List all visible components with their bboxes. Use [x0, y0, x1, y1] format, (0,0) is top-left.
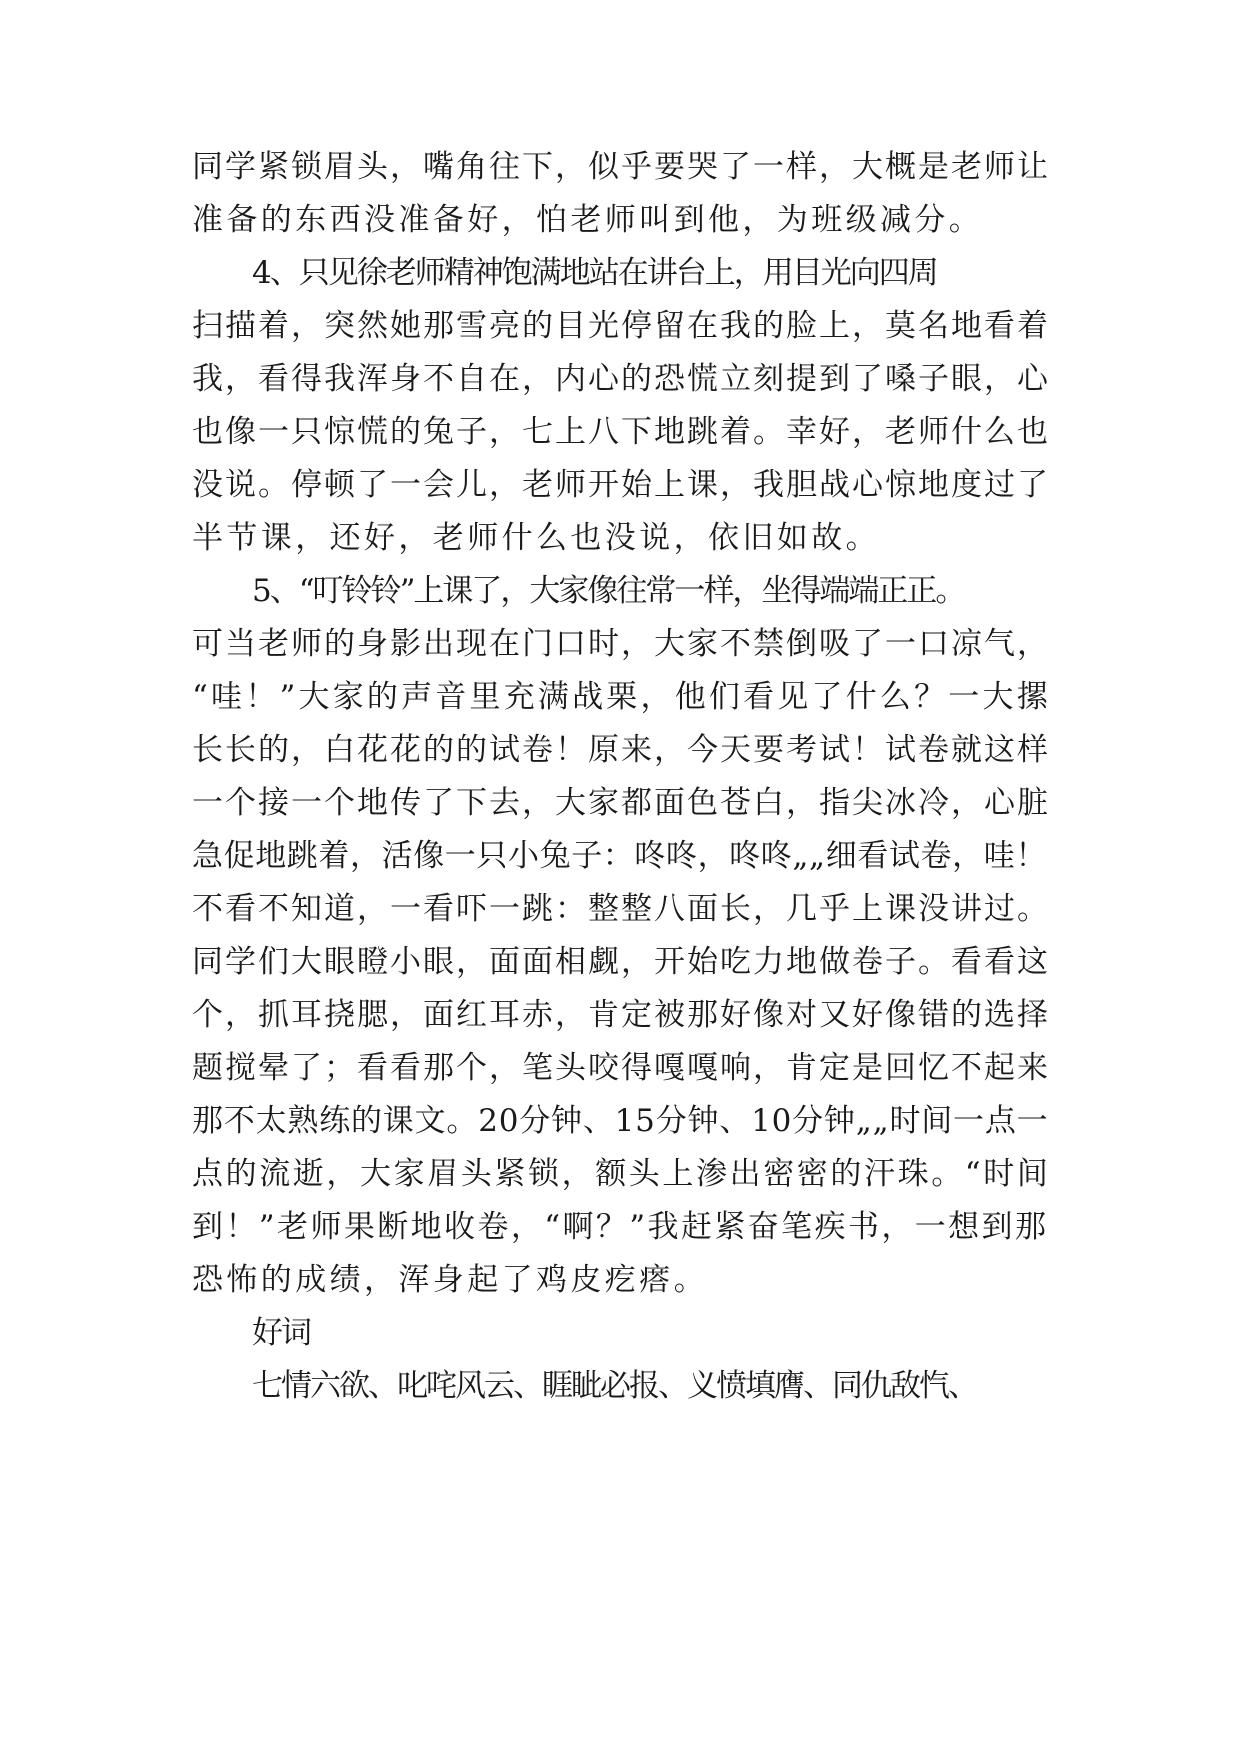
paragraph-line: 准备的东西没准备好，怕老师叫到他，为班级减分。: [192, 202, 984, 238]
paragraph-line: 长长的，白花花的的试卷！原来，今天要考试！试卷就这样: [192, 732, 1050, 768]
paragraph-line: 题搅晕了；看看那个，笔头咬得嘎嘎响，肯定是回忆不起来: [192, 1050, 1050, 1086]
section-heading: 好词: [252, 1315, 310, 1351]
paragraph-line: 半节课，还好，老师什么也没说，依旧如故。: [192, 520, 880, 556]
paragraph-line: 个，抓耳挠腮，面红耳赤，肯定被那好像对又好像错的选择: [192, 997, 1050, 1033]
paragraph-line: 我，看得我浑身不自在，内心的恐慌立刻提到了嗓子眼，心: [192, 361, 1050, 397]
paragraph-line: 那不太熟练的课文。20分钟、15分钟、10分钟„„时间一点一: [192, 1103, 1049, 1139]
paragraph-line: 4、只见徐老师精神饱满地站在讲台上，用目光向四周: [252, 255, 937, 291]
paragraph-line: 同学紧锁眉头，嘴角往下，似乎要哭了一样，大概是老师让: [192, 149, 1050, 185]
paragraph-line: 到！”老师果断地收卷，“啊？”我赶紧奋笔疾书，一想到那: [192, 1209, 1049, 1245]
paragraph-line: 恐怖的成绩，浑身起了鸡皮疙瘩。: [192, 1262, 708, 1298]
paragraph-line: 5、“叮铃铃”上课了，大家像往常一样，坐得端端正正。: [252, 573, 965, 609]
paragraph-line: 同学们大眼瞪小眼，面面相觑，开始吃力地做卷子。看看这: [192, 944, 1050, 980]
paragraph-line: 可当老师的身影出现在门口时，大家不禁倒吸了一口凉气，: [192, 626, 1050, 662]
paragraph-line: 不看不知道，一看吓一跳：整整八面长，几乎上课没讲过。: [192, 891, 1050, 927]
paragraph-line: “哇！”大家的声音里充满战栗，他们看见了什么？一大摞: [192, 679, 1051, 715]
paragraph-line: 点的流逝，大家眉头紧锁，额头上渗出密密的汗珠。“时间: [192, 1156, 1051, 1192]
paragraph-line: 扫描着，突然她那雪亮的目光停留在我的脸上，莫名地看着: [192, 308, 1050, 344]
paragraph-line: 一个接一个地传了下去，大家都面色苍白，指尖冰冷，心脏: [192, 785, 1050, 821]
paragraph-line: 七情六欲、叱咤风云、睚眦必报、义愤填膺、同仇敌忾、: [252, 1368, 977, 1404]
paragraph-line: 也像一只惊慌的兔子，七上八下地跳着。幸好，老师什么也: [192, 414, 1050, 450]
paragraph-line: 没说。停顿了一会儿，老师开始上课，我胆战心惊地度过了: [192, 467, 1050, 503]
paragraph-line: 急促地跳着，活像一只小兔子：咚咚，咚咚„„细看试卷，哇！: [192, 838, 1047, 874]
